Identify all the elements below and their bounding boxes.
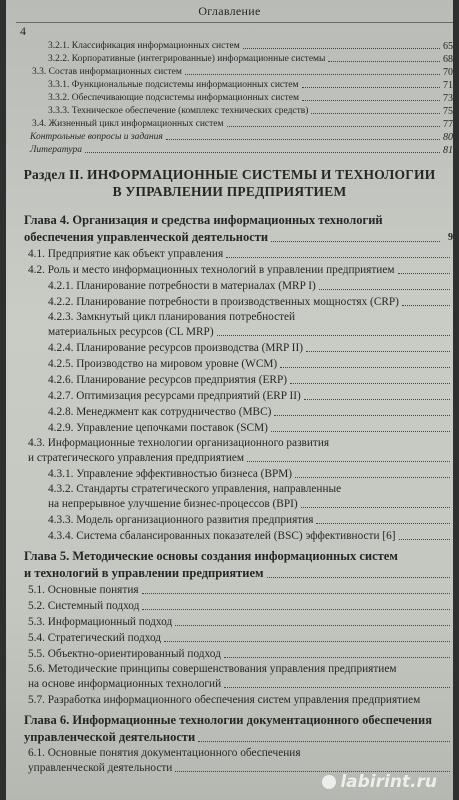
toc-entry[interactable]: 5.1. Основные понятия [6, 582, 453, 598]
toc-entry[interactable]: 5.3. Информационный подход [6, 614, 453, 630]
toc-entry[interactable]: 4.2.5. Производство на мировом уровне (WCM) [6, 356, 453, 372]
toc-entry[interactable]: 3.2.2. Корпоративные (интегрированные) информационные системы 68 [48, 54, 453, 65]
toc-entry-continued[interactable]: и стратегического управления предприятием [6, 450, 453, 466]
header-rule [16, 22, 453, 23]
chapter-4-heading[interactable]: Глава 4. Организация и средства информационных технологий обеспечения управленческой деятельности 9 [24, 213, 453, 244]
toc-entry[interactable]: 6.1. Основные понятия документационного обеспечения [28, 747, 301, 759]
toc-entry[interactable]: 4.2.1. Планирование потребности в материалах (MRP I) [6, 278, 453, 294]
toc-entry-continued[interactable]: на непрерывное улучшение бизнес-процессов (BPI) [6, 496, 453, 512]
toc-entry[interactable]: 4.3.3. Модель организационного развития предприятия [6, 512, 453, 528]
toc-entry[interactable]: 4.2.7. Оптимизация ресурсами предприятий (ERP II) [6, 388, 453, 404]
toc-entry[interactable]: 3.3.1. Функциональные подсистемы информационных систем 71 [48, 80, 453, 91]
toc-entry[interactable]: 5.6. Методические принципы совершенствования управления предприятием [28, 663, 397, 675]
page-number: 4 [20, 24, 26, 38]
toc-entry-continued[interactable]: управленческой деятельности [6, 760, 453, 776]
toc-entry-questions[interactable]: Контрольные вопросы и задания 80 [30, 132, 453, 143]
toc-entry[interactable]: 5.4. Стратегический подход [6, 630, 453, 646]
toc-entry[interactable]: 5.7. Разработка информационного обеспечения систем управления предприятием [28, 694, 421, 706]
section-heading: Раздел II. ИНФОРМАЦИОННЫЕ СИСТЕМЫ И ТЕХНОЛОГИИ В УПРАВЛЕНИИ ПРЕДПРИЯТИЕМ [23, 167, 436, 199]
toc-entry[interactable]: 3.2.1. Классификация информационных систем 65 [48, 41, 453, 52]
toc-entry-continued[interactable]: материальных ресурсов (CL MRP) [6, 324, 453, 340]
toc-entry[interactable]: 4.3.1. Управление эффективностью бизнеса (BPM) [6, 466, 453, 482]
book-page [6, 0, 453, 800]
toc-entry[interactable]: 4.3.4. Система сбалансированных показателей (BSC) эффективности [6] [6, 528, 453, 544]
toc-entry[interactable]: 3.3. Состав информационных систем 70 [32, 67, 453, 78]
toc-entry[interactable]: 3.3.2. Обеспечивающие подсистемы информационных систем 73 [48, 93, 453, 104]
toc-entry[interactable]: 3.4. Жизненный цикл информационных систем 77 [32, 119, 453, 130]
chapter-5-heading[interactable]: Глава 5. Методические основы создания информационных систем и технологий в управлении предприятием [6, 548, 453, 582]
toc-entry[interactable]: 4.2.6. Планирование ресурсов предприятия (ERP) [6, 372, 453, 388]
chapter-6-heading[interactable]: Глава 6. Информационные технологии документационного обеспечения управленческой деятельности [6, 712, 453, 746]
toc-entry[interactable]: 3.3.3. Техническое обеспечение (комплекс технических средств) 75 [48, 106, 453, 117]
running-title: Оглавление [198, 4, 261, 18]
watermark-logo: labirint.ru [322, 772, 437, 792]
toc-entry[interactable]: 4.3.2. Стандарты стратегического управления, направленные [48, 483, 342, 495]
labirint-logo-icon [322, 775, 336, 789]
toc-entry[interactable]: 4.2.2. Планирование потребности в производственных мощностях (CRP) [6, 294, 453, 310]
toc-entry[interactable]: 4.3. Информационные технологии организационного развития [28, 437, 330, 449]
toc-entry[interactable]: 4.2.9. Управление цепочками поставок (SCM) [6, 420, 453, 436]
toc-entry[interactable]: 4.1. Предприятие как объект управления [6, 246, 453, 262]
toc-entry[interactable]: 5.2. Системный подход [6, 598, 453, 614]
toc-entry[interactable]: 4.2.3. Замкнутый цикл планирования потребностей [48, 311, 296, 323]
toc-entry[interactable]: 5.5. Объектно-ориентированный подход [6, 646, 453, 662]
toc-entry[interactable]: 4.2. Роль и место информационных технологий в управлении предприятием [6, 262, 453, 278]
toc-entry-literature[interactable]: Литература 81 [30, 145, 453, 156]
toc-entry[interactable]: 4.2.4. Планирование ресурсов производства (MRP II) [6, 340, 453, 356]
table-of-contents [6, 40, 453, 776]
toc-entry-continued[interactable]: на основе информационных технологий [6, 676, 453, 692]
toc-entry[interactable]: 4.2.8. Менеджмент как сотрудничество (MBC) [6, 404, 453, 420]
